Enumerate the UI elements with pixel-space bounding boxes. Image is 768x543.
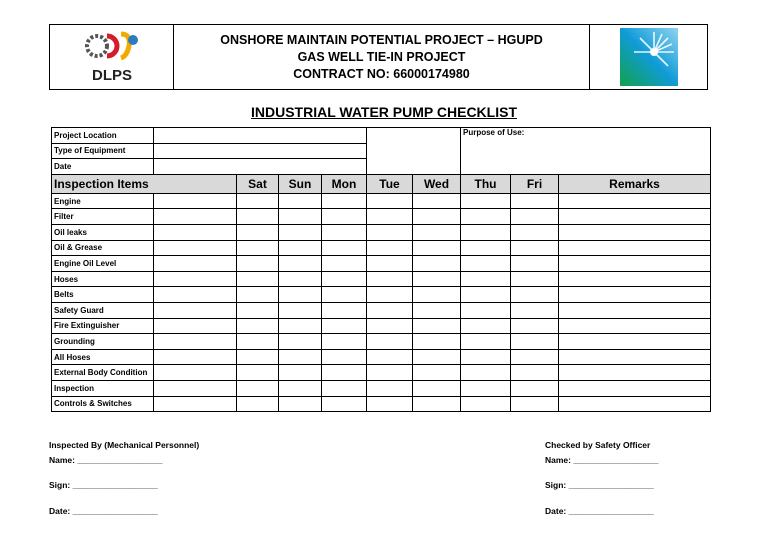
client-logo xyxy=(589,25,707,89)
remarks-cell[interactable] xyxy=(559,396,711,412)
check-cell-tue[interactable] xyxy=(367,318,413,334)
check-cell-thu[interactable] xyxy=(461,365,511,381)
table-row xyxy=(52,193,711,209)
check-cell-wed[interactable] xyxy=(413,209,461,225)
check-cell-tue[interactable] xyxy=(367,302,413,318)
type-of-equipment-field[interactable] xyxy=(154,143,367,159)
check-cell-thu[interactable] xyxy=(461,256,511,272)
inspector-date-field[interactable]: Date: __________________ xyxy=(49,506,158,516)
inspection-item-label: All Hoses xyxy=(52,349,154,365)
check-cell-fri[interactable] xyxy=(511,240,559,256)
remarks-cell[interactable] xyxy=(559,256,711,272)
check-cell-sat[interactable] xyxy=(237,287,279,303)
check-cell-thu[interactable] xyxy=(461,396,511,412)
check-cell-fri[interactable] xyxy=(511,396,559,412)
table-row xyxy=(52,334,711,350)
check-cell-mon[interactable] xyxy=(322,256,367,272)
table-row xyxy=(52,365,711,381)
inspection-item-label: Filter xyxy=(52,209,154,225)
check-cell-tue[interactable] xyxy=(367,396,413,412)
contract-number: CONTRACT NO: 66000174980 xyxy=(293,66,470,81)
check-cell-thu[interactable] xyxy=(461,349,511,365)
check-cell-fri[interactable] xyxy=(511,334,559,350)
project-name: ONSHORE MAINTAIN POTENTIAL PROJECT – HGUPD xyxy=(220,32,543,47)
col-fri: Fri xyxy=(511,174,559,193)
check-cell-thu[interactable] xyxy=(461,334,511,350)
check-cell-thu[interactable] xyxy=(461,224,511,240)
remarks-cell[interactable] xyxy=(559,349,711,365)
remarks-cell[interactable] xyxy=(559,224,711,240)
check-cell-tue[interactable] xyxy=(367,271,413,287)
item-note-cell[interactable] xyxy=(154,224,237,240)
check-cell-mon[interactable] xyxy=(322,209,367,225)
check-cell-mon[interactable] xyxy=(322,193,367,209)
check-cell-wed[interactable] xyxy=(413,349,461,365)
check-cell-wed[interactable] xyxy=(413,365,461,381)
info-spacer xyxy=(367,128,461,175)
check-cell-tue[interactable] xyxy=(367,287,413,303)
check-cell-thu[interactable] xyxy=(461,380,511,396)
check-cell-wed[interactable] xyxy=(413,396,461,412)
item-note-cell[interactable] xyxy=(154,334,237,350)
checklist-title: INDUSTRIAL WATER PUMP CHECKLIST xyxy=(250,104,517,120)
info-row-location xyxy=(52,128,711,144)
table-row xyxy=(52,209,711,225)
check-cell-sun[interactable] xyxy=(279,287,322,303)
inspection-item-label: Inspection xyxy=(52,380,154,396)
inspection-item-label: Fire Extinguisher xyxy=(52,318,154,334)
check-cell-mon[interactable] xyxy=(322,287,367,303)
col-inspection-items: Inspection Items xyxy=(52,174,237,193)
check-cell-tue[interactable] xyxy=(367,256,413,272)
inspected-by-label: Inspected By (Mechanical Personnel) xyxy=(49,440,200,450)
check-cell-sun[interactable] xyxy=(279,256,322,272)
check-cell-sat[interactable] xyxy=(237,240,279,256)
item-note-cell[interactable] xyxy=(154,318,237,334)
check-cell-sun[interactable] xyxy=(279,209,322,225)
table-row xyxy=(52,224,711,240)
check-cell-tue[interactable] xyxy=(367,334,413,350)
date-field[interactable] xyxy=(154,159,367,175)
project-subname: GAS WELL TIE-IN PROJECT xyxy=(297,49,466,64)
remarks-cell[interactable] xyxy=(559,365,711,381)
check-cell-sat[interactable] xyxy=(237,349,279,365)
table-row xyxy=(52,287,711,303)
inspector-sign-field[interactable]: Sign: __________________ xyxy=(49,480,158,490)
check-cell-sun[interactable] xyxy=(279,365,322,381)
check-cell-mon[interactable] xyxy=(322,240,367,256)
item-note-cell[interactable] xyxy=(154,287,237,303)
inspection-item-label: Oil & Grease xyxy=(52,240,154,256)
table-row xyxy=(52,396,711,412)
check-cell-tue[interactable] xyxy=(367,349,413,365)
officer-date-field[interactable]: Date: __________________ xyxy=(545,506,654,516)
table-row xyxy=(52,256,711,272)
project-location-field[interactable] xyxy=(154,128,367,144)
check-cell-fri[interactable] xyxy=(511,349,559,365)
checklist-table xyxy=(51,127,711,412)
check-cell-fri[interactable] xyxy=(511,224,559,240)
check-cell-sat[interactable] xyxy=(237,271,279,287)
check-cell-sat[interactable] xyxy=(237,318,279,334)
check-cell-mon[interactable] xyxy=(322,365,367,381)
check-cell-tue[interactable] xyxy=(367,380,413,396)
check-cell-sat[interactable] xyxy=(237,380,279,396)
check-cell-tue[interactable] xyxy=(367,209,413,225)
inspection-item-label: Controls & Switches xyxy=(52,396,154,412)
item-note-cell[interactable] xyxy=(154,271,237,287)
inspection-item-label: External Body Condition xyxy=(52,365,154,381)
remarks-cell[interactable] xyxy=(559,271,711,287)
dlps-logo-icon xyxy=(77,28,147,86)
col-mon: Mon xyxy=(322,174,367,193)
check-cell-thu[interactable] xyxy=(461,271,511,287)
check-cell-tue[interactable] xyxy=(367,365,413,381)
item-note-cell[interactable] xyxy=(154,396,237,412)
inspection-item-label: Belts xyxy=(52,287,154,303)
check-cell-mon[interactable] xyxy=(322,224,367,240)
remarks-cell[interactable] xyxy=(559,318,711,334)
table-row xyxy=(52,271,711,287)
inspection-item-label: Grounding xyxy=(52,334,154,350)
check-cell-sun[interactable] xyxy=(279,396,322,412)
check-cell-sun[interactable] xyxy=(279,224,322,240)
table-row xyxy=(52,240,711,256)
check-cell-sun[interactable] xyxy=(279,380,322,396)
check-cell-mon[interactable] xyxy=(322,334,367,350)
check-cell-fri[interactable] xyxy=(511,193,559,209)
inspection-item-label: Safety Guard xyxy=(52,302,154,318)
document-header xyxy=(49,24,708,90)
check-cell-mon[interactable] xyxy=(322,349,367,365)
check-cell-fri[interactable] xyxy=(511,287,559,303)
check-cell-thu[interactable] xyxy=(461,302,511,318)
col-tue: Tue xyxy=(367,174,413,193)
table-row xyxy=(52,302,711,318)
svg-text:DLPS: DLPS xyxy=(91,67,132,84)
check-cell-fri[interactable] xyxy=(511,209,559,225)
client-logo-icon xyxy=(620,28,678,86)
check-cell-tue[interactable] xyxy=(367,193,413,209)
check-cell-sat[interactable] xyxy=(237,224,279,240)
remarks-cell[interactable] xyxy=(559,287,711,303)
check-cell-fri[interactable] xyxy=(511,365,559,381)
check-cell-mon[interactable] xyxy=(322,396,367,412)
check-cell-sun[interactable] xyxy=(279,334,322,350)
check-cell-tue[interactable] xyxy=(367,240,413,256)
check-cell-wed[interactable] xyxy=(413,271,461,287)
check-cell-sat[interactable] xyxy=(237,209,279,225)
col-wed: Wed xyxy=(413,174,461,193)
item-note-cell[interactable] xyxy=(154,256,237,272)
check-cell-thu[interactable] xyxy=(461,193,511,209)
col-remarks: Remarks xyxy=(559,174,711,193)
officer-sign-field[interactable]: Sign: __________________ xyxy=(545,480,654,490)
check-cell-mon[interactable] xyxy=(322,380,367,396)
header-titles xyxy=(174,25,589,89)
check-cell-wed[interactable] xyxy=(413,240,461,256)
inspection-rows xyxy=(52,193,711,411)
check-cell-sun[interactable] xyxy=(279,349,322,365)
table-row xyxy=(52,318,711,334)
item-note-cell[interactable] xyxy=(154,302,237,318)
inspection-item-label: Engine Oil Level xyxy=(52,256,154,272)
check-cell-fri[interactable] xyxy=(511,318,559,334)
item-note-cell[interactable] xyxy=(154,193,237,209)
check-cell-wed[interactable] xyxy=(413,318,461,334)
check-cell-tue[interactable] xyxy=(367,224,413,240)
check-cell-sat[interactable] xyxy=(237,365,279,381)
check-cell-thu[interactable] xyxy=(461,287,511,303)
purpose-of-use-label: Purpose of Use: xyxy=(463,128,525,137)
check-cell-sun[interactable] xyxy=(279,302,322,318)
date-label: Date xyxy=(52,159,154,175)
check-cell-wed[interactable] xyxy=(413,302,461,318)
check-cell-sun[interactable] xyxy=(279,193,322,209)
col-sun: Sun xyxy=(279,174,322,193)
item-note-cell[interactable] xyxy=(154,380,237,396)
check-cell-mon[interactable] xyxy=(322,318,367,334)
check-cell-wed[interactable] xyxy=(413,193,461,209)
check-cell-sat[interactable] xyxy=(237,396,279,412)
checked-by-label: Checked by Safety Officer xyxy=(545,440,651,450)
check-cell-sun[interactable] xyxy=(279,271,322,287)
check-cell-sat[interactable] xyxy=(237,334,279,350)
dlps-logo xyxy=(50,25,174,89)
remarks-cell[interactable] xyxy=(559,302,711,318)
check-cell-thu[interactable] xyxy=(461,318,511,334)
check-cell-fri[interactable] xyxy=(511,302,559,318)
check-cell-thu[interactable] xyxy=(461,209,511,225)
item-note-cell[interactable] xyxy=(154,365,237,381)
table-row xyxy=(52,380,711,396)
inspection-item-label: Engine xyxy=(52,193,154,209)
remarks-cell[interactable] xyxy=(559,334,711,350)
check-cell-wed[interactable] xyxy=(413,256,461,272)
purpose-of-use-field[interactable] xyxy=(461,128,711,175)
check-cell-wed[interactable] xyxy=(413,224,461,240)
check-cell-sat[interactable] xyxy=(237,256,279,272)
check-cell-sat[interactable] xyxy=(237,193,279,209)
column-header-row xyxy=(52,174,711,193)
type-of-equipment-label: Type of Equipment xyxy=(52,143,154,159)
table-row xyxy=(52,349,711,365)
check-cell-sun[interactable] xyxy=(279,240,322,256)
check-cell-mon[interactable] xyxy=(322,271,367,287)
inspection-item-label: Oil leaks xyxy=(52,224,154,240)
check-cell-fri[interactable] xyxy=(511,256,559,272)
check-cell-fri[interactable] xyxy=(511,271,559,287)
item-note-cell[interactable] xyxy=(154,240,237,256)
check-cell-wed[interactable] xyxy=(413,380,461,396)
check-cell-sat[interactable] xyxy=(237,302,279,318)
item-note-cell[interactable] xyxy=(154,209,237,225)
check-cell-wed[interactable] xyxy=(413,334,461,350)
officer-name-field[interactable]: Name: __________________ xyxy=(545,455,659,465)
check-cell-sun[interactable] xyxy=(279,318,322,334)
item-note-cell[interactable] xyxy=(154,349,237,365)
remarks-cell[interactable] xyxy=(559,240,711,256)
col-thu: Thu xyxy=(461,174,511,193)
remarks-cell[interactable] xyxy=(559,193,711,209)
check-cell-thu[interactable] xyxy=(461,240,511,256)
remarks-cell[interactable] xyxy=(559,380,711,396)
check-cell-mon[interactable] xyxy=(322,302,367,318)
inspection-item-label: Hoses xyxy=(52,271,154,287)
remarks-cell[interactable] xyxy=(559,209,711,225)
check-cell-wed[interactable] xyxy=(413,287,461,303)
inspector-name-field[interactable]: Name: __________________ xyxy=(49,455,163,465)
check-cell-fri[interactable] xyxy=(511,380,559,396)
col-sat: Sat xyxy=(237,174,279,193)
project-location-label: Project Location xyxy=(52,128,154,144)
